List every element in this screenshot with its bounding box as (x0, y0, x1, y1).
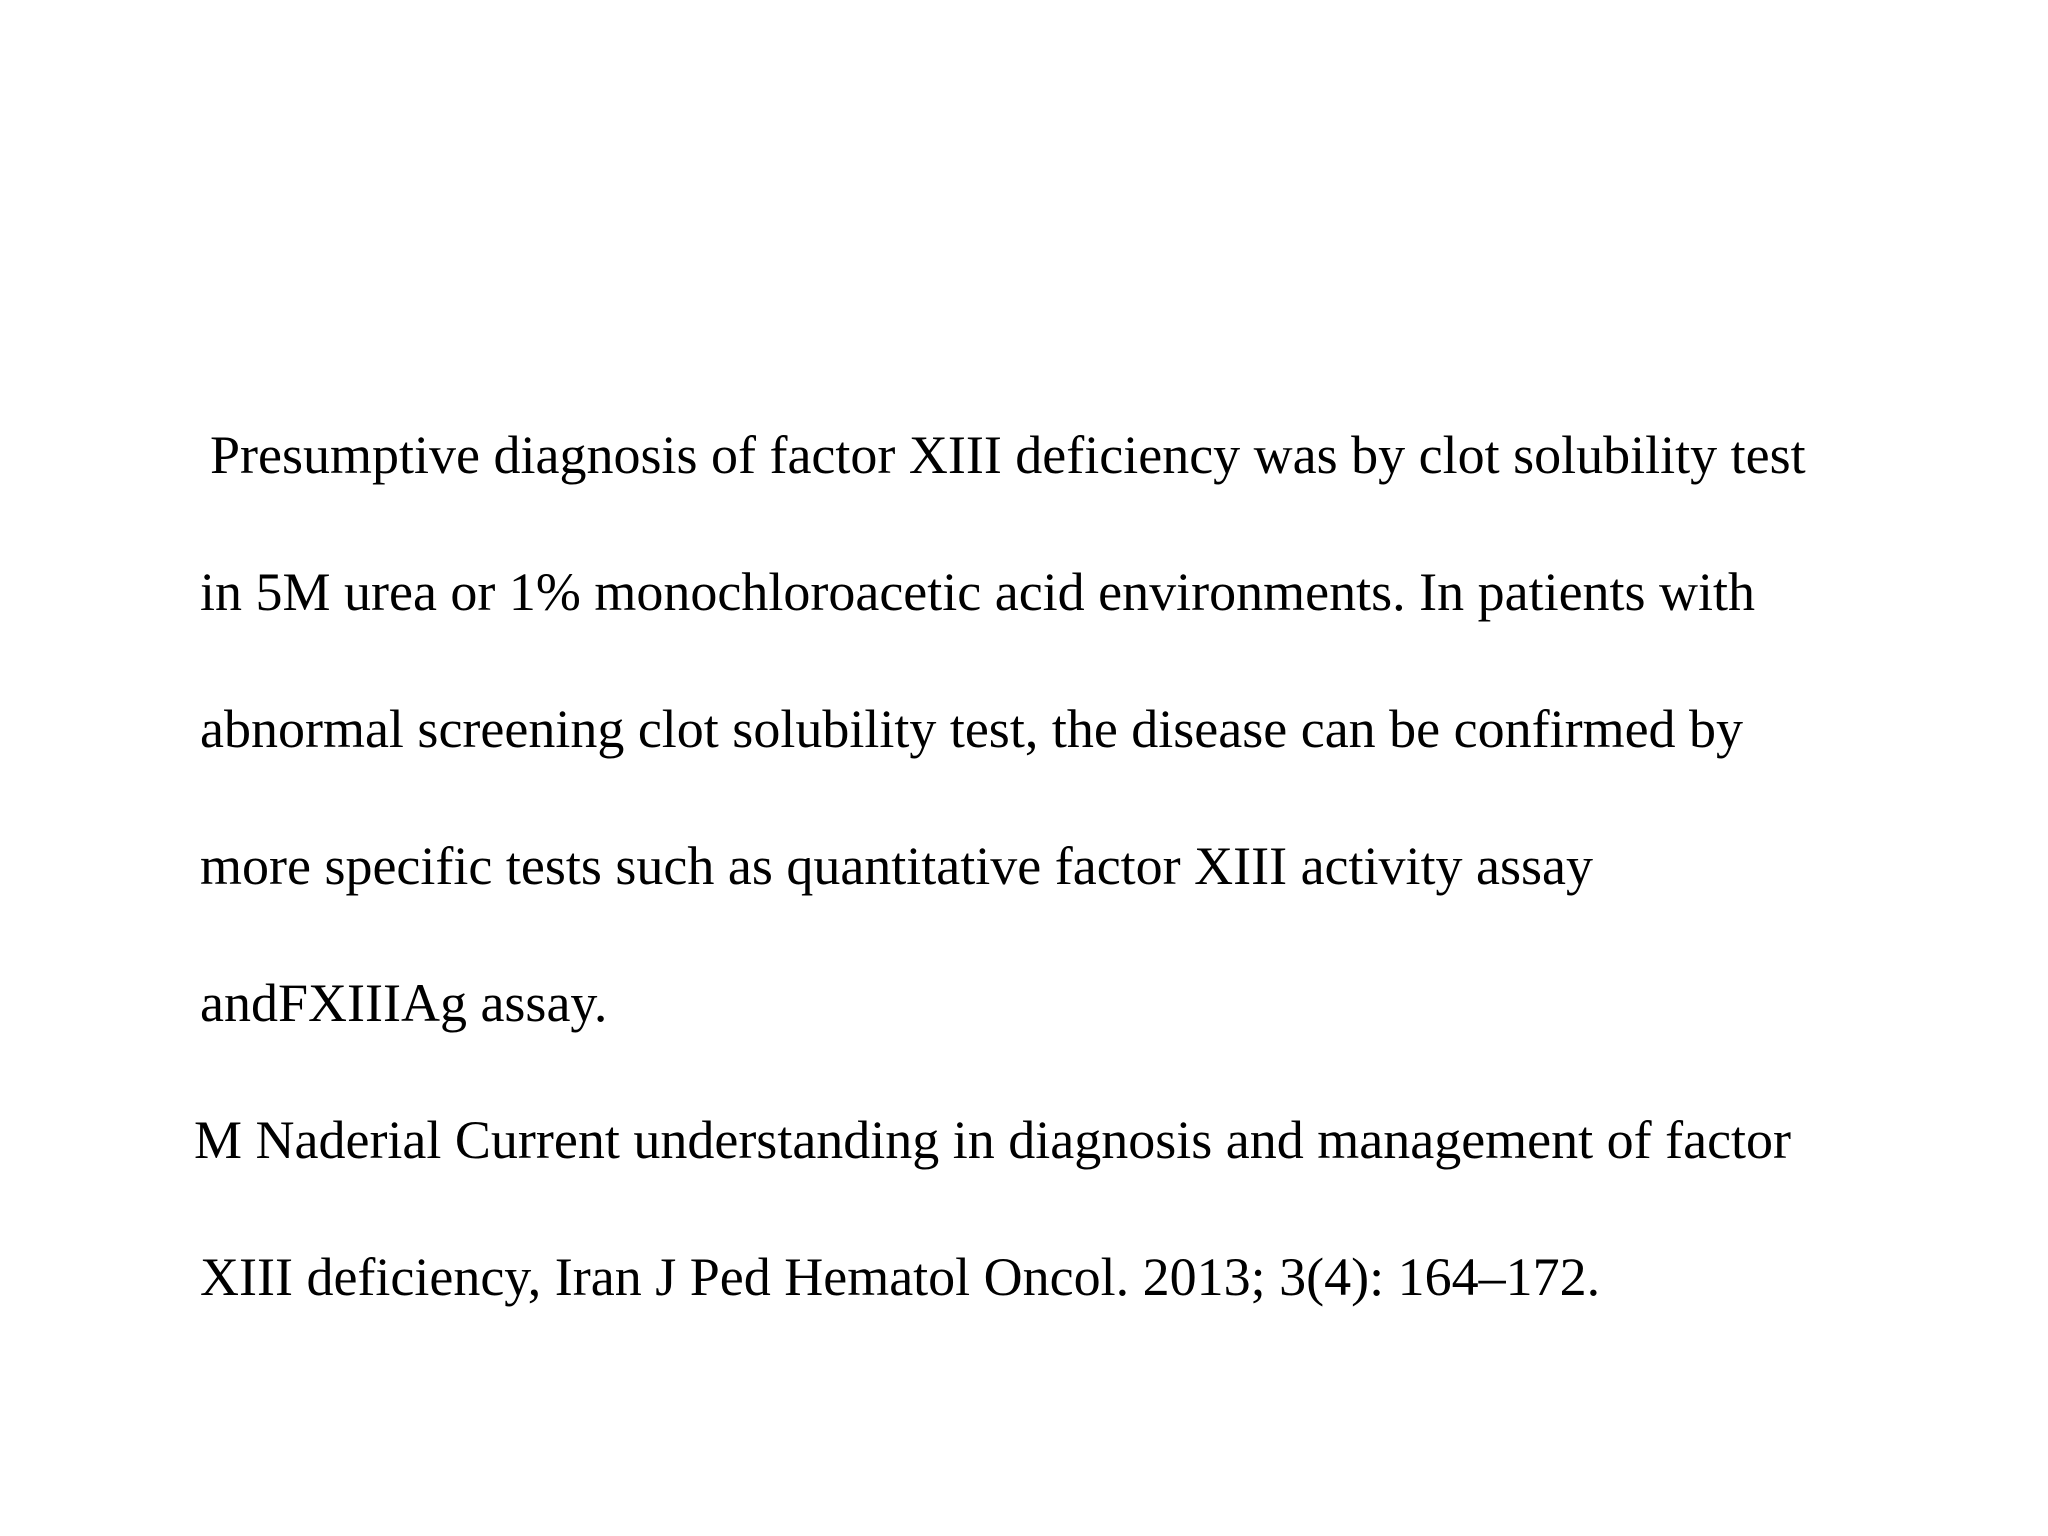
body-line: in 5M urea or 1% monochloroacetic acid environments. In patients with (200, 562, 1756, 622)
body-line: more specific tests such as quantitative factor XIII activity assay (200, 836, 1594, 896)
body-line: andFXIIIAg assay. (200, 973, 608, 1033)
citation-line: XIII deficiency, Iran J Ped Hematol Oncol. 2013; 3(4): 164–172. (200, 1247, 1601, 1307)
citation-line: M Naderial Current understanding in diagnosis and management of factor (194, 1110, 1792, 1170)
body-line: Presumptive diagnosis of factor XIII deficiency was by clot solubility test (210, 425, 1806, 485)
body-line: abnormal screening clot solubility test, the disease can be confirmed by (200, 699, 1744, 759)
